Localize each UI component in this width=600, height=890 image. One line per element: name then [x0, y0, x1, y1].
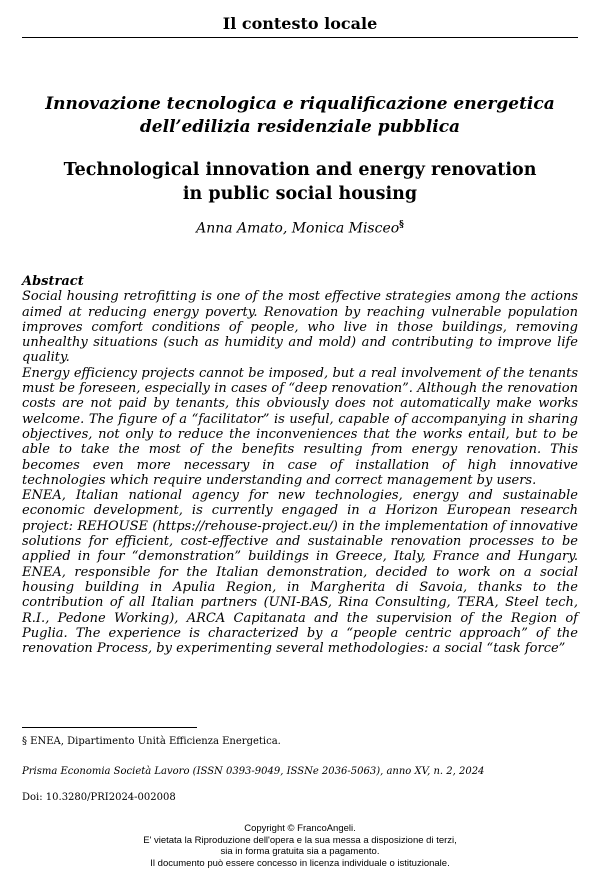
journal-citation: Prisma Economia Società Lavoro (ISSN 0393-9049, ISSNe 2036-5063), anno XV, n. 2, 2024 [22, 766, 485, 777]
abstract [22, 274, 578, 656]
title-italian-line-2: dell’edilizia residenziale pubblica [139, 117, 461, 137]
copyright-line-2: E' vietata la Riproduzione dell'opera e la sua messa a disposizione di terzi, [143, 834, 457, 846]
doi: Doi: 10.3280/PRI2024-002008 [22, 792, 176, 803]
title-english-line-2: in public social housing [182, 184, 418, 204]
copyright-line-3: sia in forma gratuita sia a pagamento. [220, 846, 380, 857]
footnote: § ENEA, Dipartimento Unità Efficienza Energetica. [22, 736, 281, 747]
title-italian [22, 93, 578, 139]
authors [22, 220, 578, 237]
abstract-paragraph-2: Energy efficiency projects cannot be imposed, but a real involvement of the tenants must be foreseen, especially in cases of “deep renovation”. Although the renovation costs are not paid by tenants, this obviously does not automatically make works welcome. The figure of a “facilitator” is useful, capable of accompanying in sharing objectives, not only to reduce the inconveniences that the works entail, but to be able to take the most of the benefits resulting from energy renovation. This becomes even more necessary in case of installation of high innovative technologies which require understanding and correct management by users. [22, 365, 578, 488]
copyright-line-4: Il documento può essere concesso in licenza individuale o istituzionale. [150, 857, 450, 869]
title-italian-line-1: Innovazione tecnologica e riqualificazione energetica [45, 94, 555, 114]
abstract-heading: Abstract [22, 274, 84, 289]
copyright-notice [22, 823, 578, 869]
running-head: Il contesto locale [22, 14, 578, 38]
title-english-line-1: Technological innovation and energy renovation [63, 160, 537, 180]
title-english [22, 158, 578, 206]
author-names: Anna Amato, Monica Misceo [196, 220, 400, 237]
footnote-divider [22, 727, 197, 728]
abstract-paragraph-1: Social housing retrofitting is one of the most effective strategies among the actions aimed at reducing energy poverty. Renovation by reaching vulnerable population improves comfort conditions of people, who live in those buildings, removing unhealthy situations (such as humidity and mold) and contributing to improve life quality. [22, 289, 578, 366]
abstract-paragraph-3: ENEA, Italian national agency for new technologies, energy and sustainable economic development, is currently engaged in a Horizon European research project: REHOUSE (https://rehouse-project.eu/) in the implementation of innovative solutions for efficient, cost-effective and sustainable renovation processes to be applied in four “demonstration” buildings in Greece, Italy, France and Hungary. ENEA, responsible for the Italian demonstration, decided to work on a social housing building in Apulia Region, in Margherita di Savoia, thanks to the contribution of all Italian partners (UNI-BAS, Rina Consulting, TERA, Steel tech, R.I., Pedone Working), ARCA Capitanata and the supervision of the Region of Puglia. The experience is characterized by a “people centric approach” of the renovation Process, by experimenting several methodologies: a social “task force” [22, 488, 578, 657]
copyright-line-1: Copyright © FrancoAngeli. [244, 823, 356, 834]
author-footnote-mark: § [399, 220, 404, 230]
